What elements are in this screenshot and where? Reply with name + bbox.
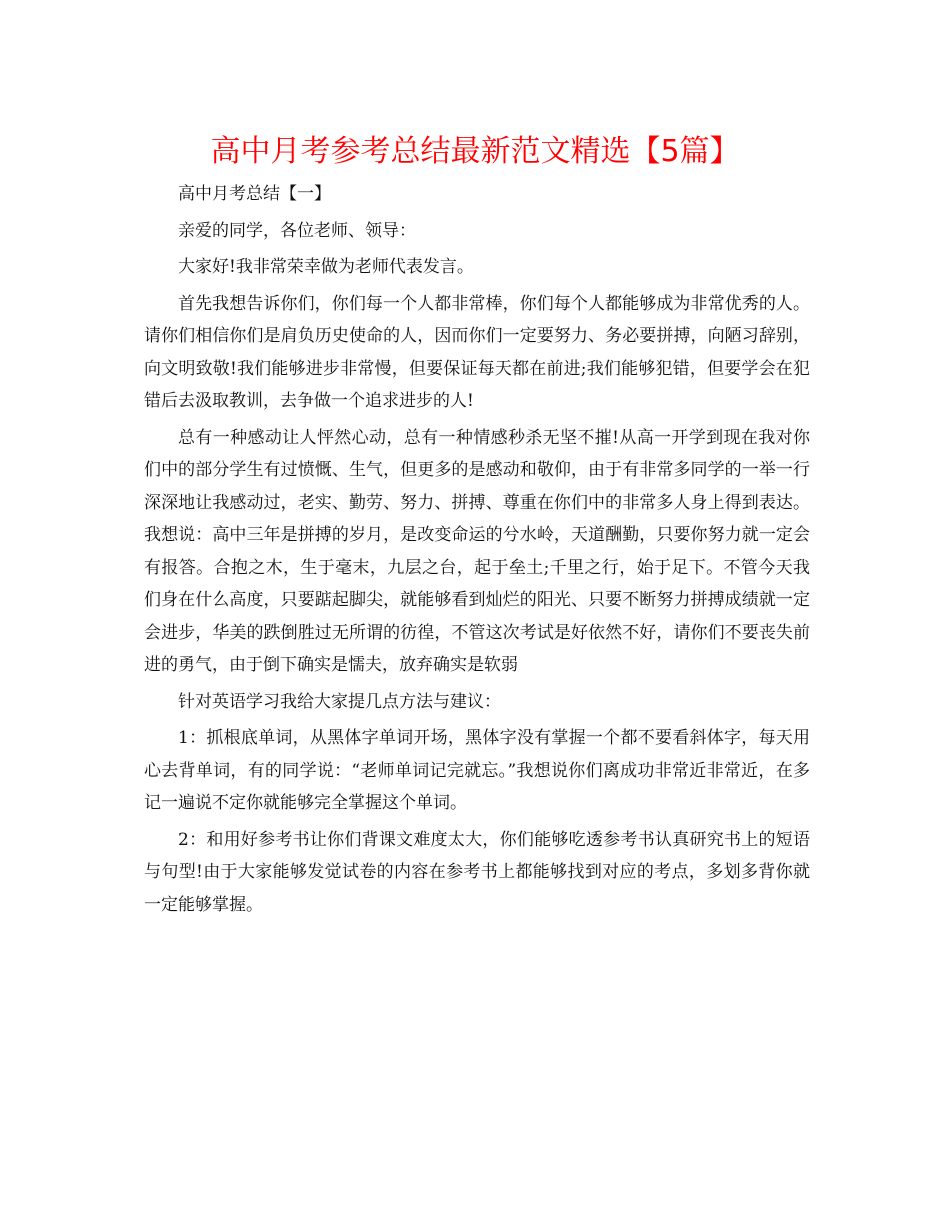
body-paragraph: 1：抓根底单词，从黑体字单词开场，黑体字没有掌握一个都不要看斜体字，每天用心去背单词，有的同学说：“老师单词记完就忘。”我想说你们离成功非常近非常近，在多记一遍说不定你就能够完全掌握这个单词。 bbox=[144, 728, 810, 813]
body-paragraph: 2：和用好参考书让你们背课文难度太大，你们能够吃透参考书认真研究书上的短语与句型!由于大家能够发觉试卷的内容在参考书上都能够找到对应的考点，多划多背你就一定能够掌握。 bbox=[144, 829, 810, 915]
body-paragraph: 首先我想告诉你们，你们每一个人都非常棒，你们每个人都能够成为非常优秀的人。请你们相信你们是肩负历史使命的人，因而你们一定要努力、务必要拼搏，向陋习辞别，向文明致敬!我们能够进步非常慢，但要保证每天都在前进;我们能够犯错，但要学会在犯错后去汲取教训，去争做一个追求进步的人! bbox=[144, 293, 810, 411]
salutation: 亲爱的同学，各位老师、领导： bbox=[178, 220, 416, 241]
section-heading: 高中月考总结【一】 bbox=[178, 184, 331, 204]
document-body bbox=[144, 178, 810, 925]
body-paragraph: 针对英语学习我给大家提几点方法与建议： bbox=[178, 691, 501, 712]
body-paragraph: 总有一种感动让人怦然心动，总有一种情感秒杀无坚不摧!从高一开学到现在我对你们中的部分学生有过愤慨、生气，但更多的是感动和敬仰，由于有非常多同学的一举一行深深地让我感动过，老实、勤劳、努力、拼搏、尊重在你们中的非常多人身上得到表达。我想说：高中三年是拼搏的岁月，是改变命运的兮水岭，天道酬勤，只要你努力就一定会有报答。合抱之木，生于毫末，九层之台，起于垒土;千里之行，始于足下。不管今天我们身在什么高度，只要踮起脚尖，就能够看到灿烂的阳光、只要不断努力拼搏成绩就一定会进步，华美的跌倒胜过无所谓的彷徨，不管这次考试是好依然不好，请你们不要丧失前进的勇气，由于倒下确实是懦夫，放弃确实是软弱 bbox=[144, 427, 810, 675]
greeting-paragraph: 大家好!我非常荣幸做为老师代表发言。 bbox=[178, 257, 474, 277]
document-title: 高中月考参考总结最新范文精选【5篇】 bbox=[210, 134, 740, 169]
